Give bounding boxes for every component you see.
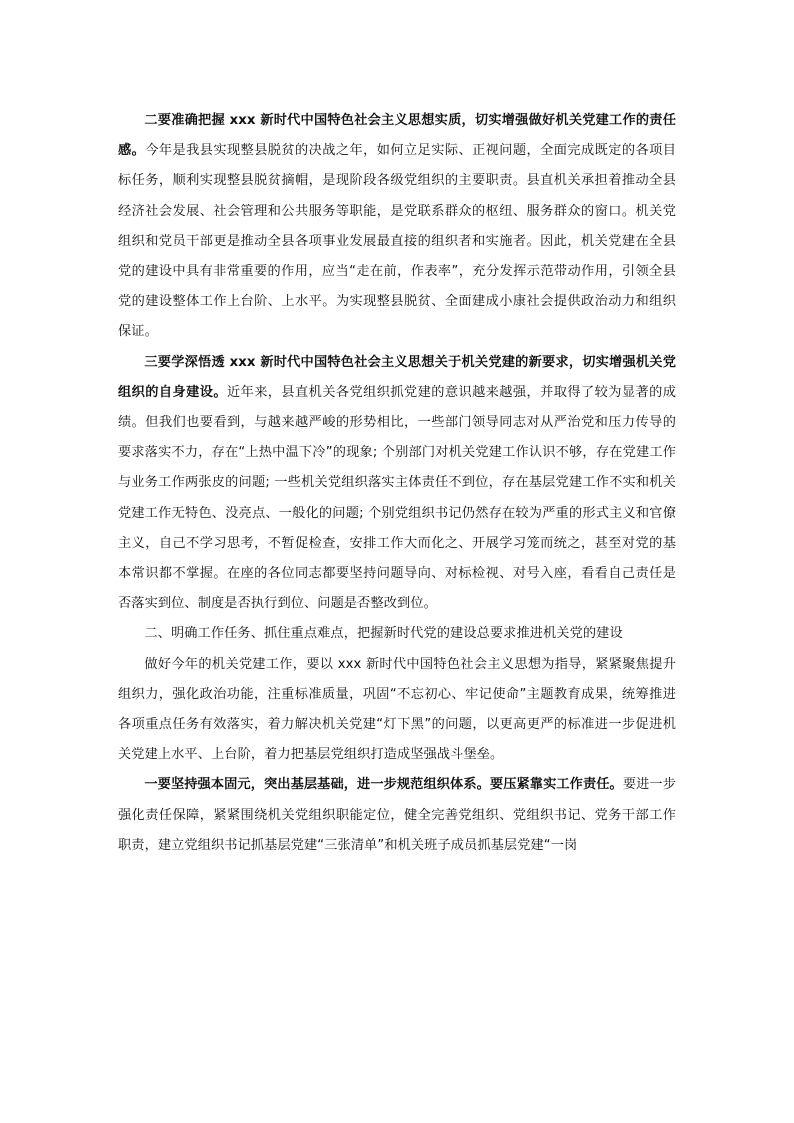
paragraph-body: 近年来，县直机关各党组织抓党建的意识越来越强，并取得了较为显著的成绩。但我们也要看到，与越来越严峻的形势相比，一些部门领导同志对从严治党和压力传导的要求落实不力，存在“上热中温下冷”的现象; 个别部门对机关党建工作认识不够，存在党建工作与业务工作两张皮的问题; 一些机关党组织落实主体责任不到位，存在基层党建工作不实和机关党建工作无特色、没亮点、一般化的问题; 个别党组织书记仍然存在较为严重的形式主义和官僚主义，自己不学习思考，不暂促检查，安排工作大而化之、开展学习笼而统之，甚至对党的基本常识都不掌握。在座的各位同志都要坚持问题导向、对标检视、对号入座，看看自己责任是否落实到位、制度是否执行到位、问题是否整改到位。 — [118, 384, 676, 612]
paragraph-body: 今年是我县实现整县脱贫的决战之年，如何立足实际、正视问题，全面完成既定的各项目标任务，顺利实现整县脱贫摘帽，是现阶段各级党组织的主要职责。县直机关承担着推动全县经济社会发展、社会管理和公共服务等职能，是党联系群众的枢纽、服务群众的窗口。机关党组织和党员干部更是推动全县各项事业发展最直接的组织者和实施者。因此，机关党建在全县党的建设中具有非常重要的作用，应当“走在前，作表率”，充分发挥示范带动作用，引领全县党的建设整体工作上台阶、上水平。为实现整县脱贫、全面建成小康社会提供政治动力和组织保证。 — [118, 143, 677, 340]
paragraph-lead: 三要学深悟透 xxx 新时代中国特色社会主义思想关于机关党建的新要求，切实增强机关党组织的自身建设。 — [118, 354, 676, 400]
section-heading-text: 二、明确工作任务、抓住重点难点，把握新时代党的建设总要求推进机关党的建设 — [144, 626, 623, 642]
paragraph-body: 要进一步强化责任保障，紧紧围绕机关党组织职能定位，健全完善党组织、党组织书记、党务干部工作职责，建立党组织书记抓基层党建“三张清单”和机关班子成员抓基层党建“一岗 — [118, 777, 676, 853]
paragraph-lead: 一要坚持强本固元，突出基层基础，进一步规范组织体系。要压紧靠实工作责任。 — [144, 777, 623, 793]
section-heading — [118, 619, 676, 649]
paragraph-lead: 二要准确把握 xxx 新时代中国特色社会主义思想实质，切实增强做好机关党建工作的责任感。 — [118, 113, 676, 159]
paragraph-organization-system — [118, 770, 676, 861]
paragraph-responsibility — [118, 106, 676, 348]
paragraph-body: 做好今年的机关党建工作，要以 xxx 新时代中国特色社会主义思想为指导，紧紧聚焦提升组织力，强化政治功能，注重标准质量，巩固“不忘初心、牢记使命”主题教育成果，统筹推进各项重点任务有效落实，着力解决机关党建“灯下黑”的问题，以更高更严的标准进一步促进机关党建上水平、上台阶，着力把基层党组织打造成坚强战斗堡垒。 — [118, 656, 676, 763]
paragraph-overview — [118, 650, 676, 771]
document-page — [118, 106, 676, 861]
paragraph-self-construction — [118, 348, 676, 620]
